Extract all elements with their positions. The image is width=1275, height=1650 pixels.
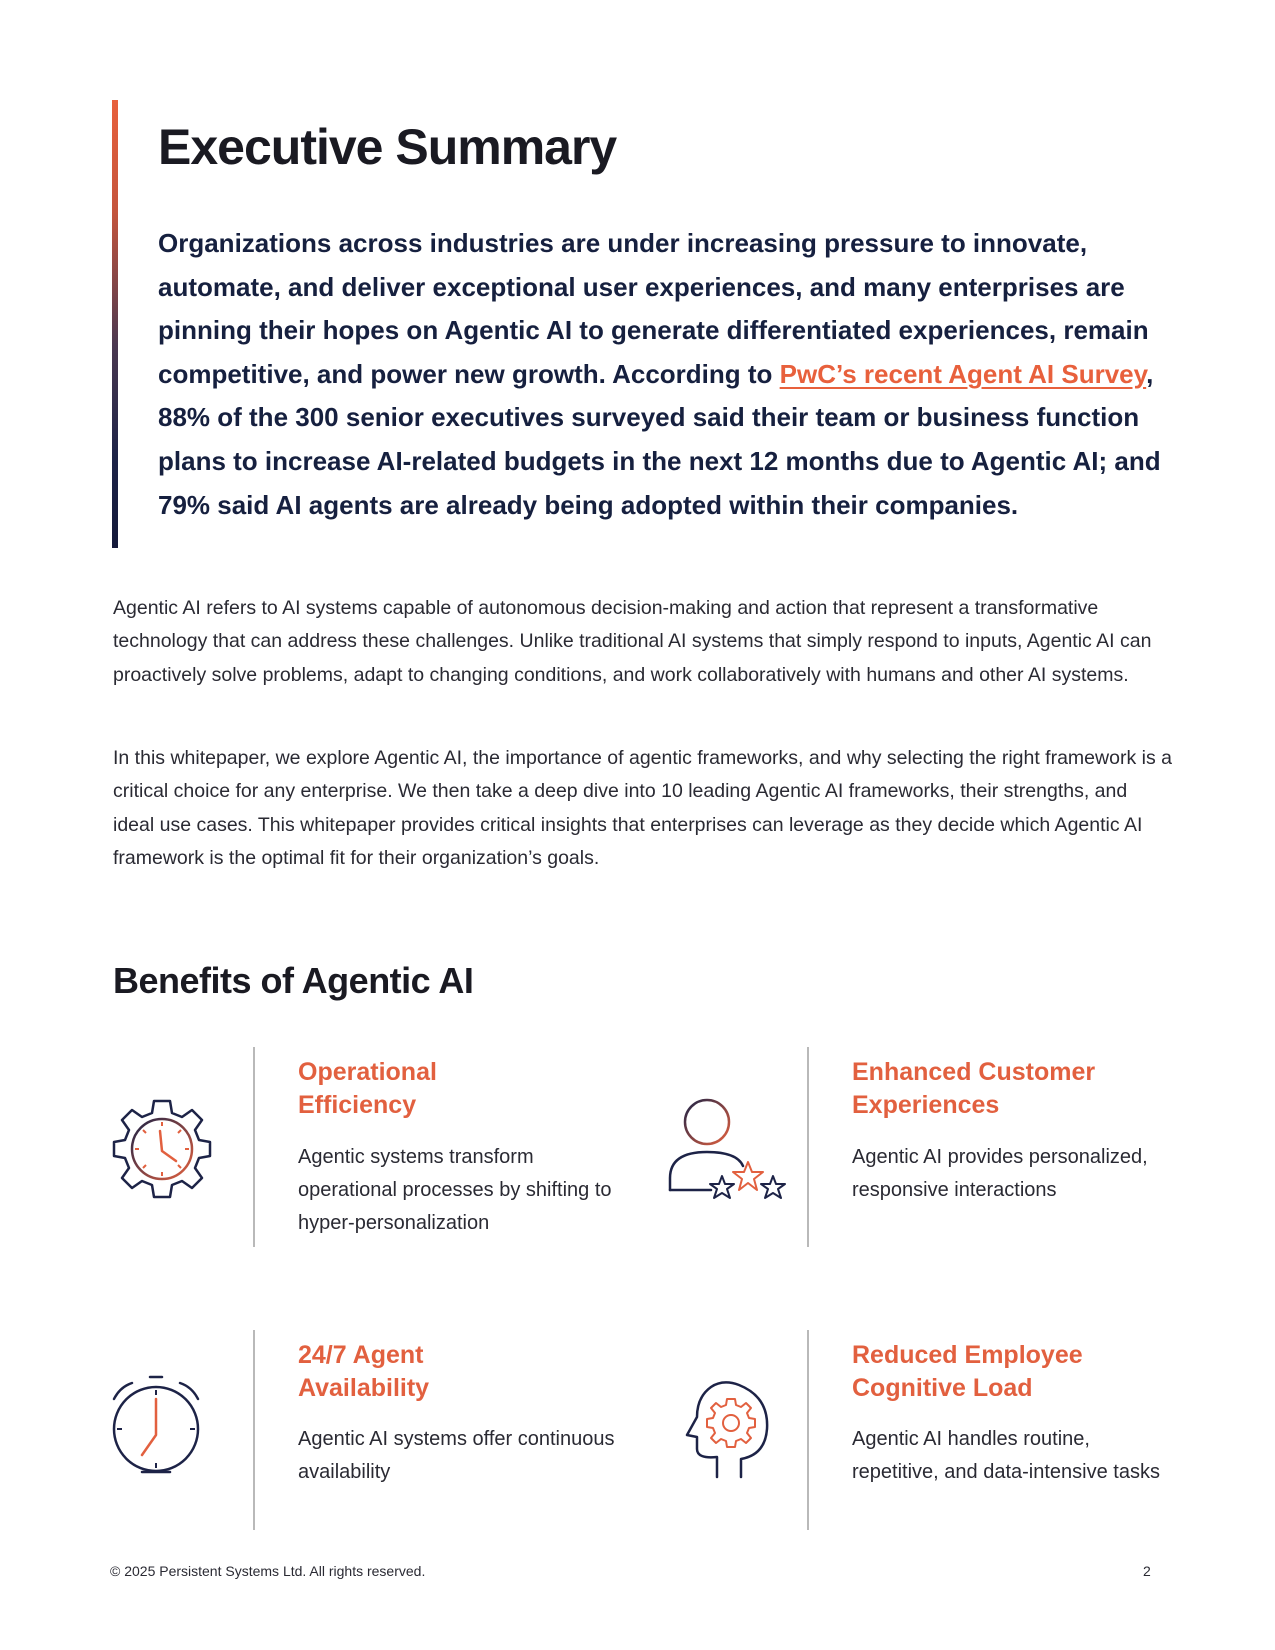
benefit-title-line-1: Enhanced Customer: [852, 1058, 1096, 1086]
person-stars-icon: [665, 1098, 790, 1206]
intro-paragraph-1: Agentic AI refers to AI systems capable of autonomous decision-making and action that represent a transformative technology that can address these challenges. Unlike traditional AI systems that simply respond to inputs, Agentic AI can proactively solve problems, adapt to changing conditions, and work collaboratively with humans and other AI systems.: [113, 597, 1152, 686]
benefit-title-line-2: Cognitive Load: [852, 1374, 1033, 1402]
executive-summary-lead: [158, 222, 1173, 527]
pwc-survey-link[interactable]: PwC’s recent Agent AI Survey: [779, 358, 1147, 389]
benefit-title-line-1: 24/7 Agent: [298, 1341, 424, 1369]
benefit-divider: [807, 1330, 809, 1530]
benefit-title-line-1: Operational: [298, 1058, 437, 1086]
lead-text-start: Organizations across industries are under increasing pressure to innovate, automate, and deliver exceptional user experiences, and many enterprises are pinning their hopes on Agentic AI to generate differentiated experiences, remain competitive, and power new growth. According to: [158, 228, 1149, 389]
benefit-title-line-2: Availability: [298, 1374, 430, 1402]
benefit-title-line-2: Experiences: [852, 1091, 1000, 1119]
gear-clock-icon: [110, 1097, 214, 1201]
benefit-description: Agentic AI provides personalized, responsive interactions: [852, 1146, 1148, 1201]
lead-text-end: , 88% of the 300 senior executives surveyed said their team or business function plans to increase AI-related budgets in the next 12 months due to Agentic AI; and 79% said AI agents are already being adopted within their companies.: [158, 358, 1161, 520]
benefit-description: Agentic systems transform operational processes by shifting to hyper-personalization: [298, 1146, 612, 1234]
benefits-title: Benefits of Agentic AI: [113, 960, 474, 1001]
benefit-title: [852, 1056, 1182, 1122]
benefit-title: [298, 1339, 628, 1405]
benefit-title: [298, 1056, 628, 1122]
benefit-divider: [253, 1330, 255, 1530]
page-number: 2: [1143, 1563, 1151, 1579]
benefit-title-line-2: Efficiency: [298, 1091, 417, 1119]
alarm-clock-icon: [108, 1373, 204, 1479]
benefit-divider: [807, 1047, 809, 1247]
footer-copyright: © 2025 Persistent Systems Ltd. All rights reserved.: [110, 1563, 426, 1579]
benefit-description: Agentic AI handles routine, repetitive, and data-intensive tasks: [852, 1428, 1160, 1483]
benefit-divider: [253, 1047, 255, 1247]
executive-summary-title: Executive Summary: [158, 119, 617, 175]
summary-accent-bar: [112, 100, 118, 548]
intro-paragraph-2: In this whitepaper, we explore Agentic AI, the importance of agentic frameworks, and why selecting the right framework is a critical choice for any enterprise. We then take a deep dive into 10 leading Agentic AI frameworks, their strengths, and ideal use cases. This whitepaper provides critical insights that enterprises can leverage as they decide which Agentic AI framework is the optimal fit for their organization’s goals.: [113, 747, 1172, 869]
head-gear-icon: [683, 1377, 779, 1481]
benefit-title-line-1: Reduced Employee: [852, 1341, 1083, 1369]
benefit-description: Agentic AI systems offer continuous availability: [298, 1428, 615, 1483]
benefit-title: [852, 1339, 1182, 1405]
